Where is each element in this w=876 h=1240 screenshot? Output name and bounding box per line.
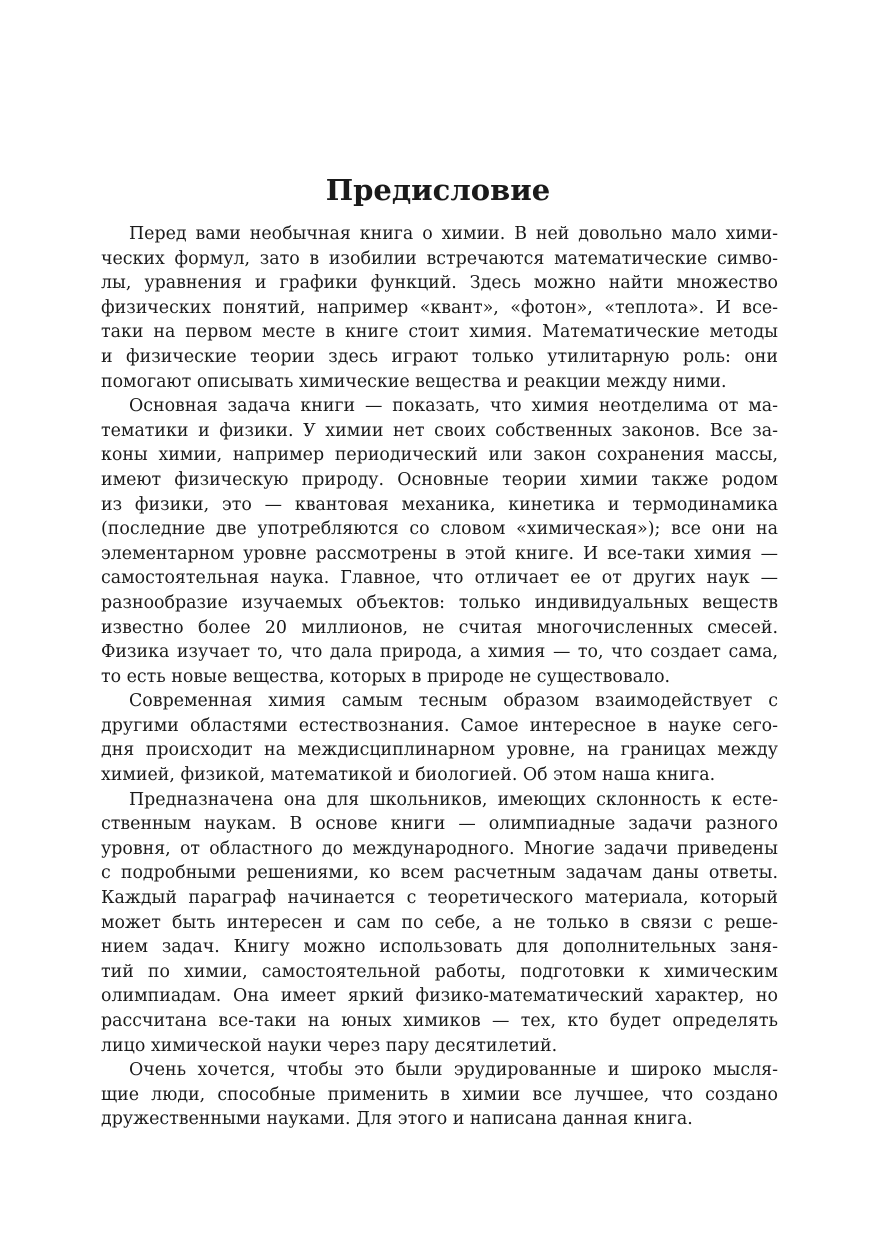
text-line: лы, уравнения и графики функций. Здесь можно найти множество <box>101 273 778 294</box>
text-line: с подробными решениями, ко всем расчетным задачам даны ответы. <box>101 863 778 884</box>
text-line: ственным наукам. В основе книги — олимпиадные задачи разного <box>101 814 778 835</box>
paragraph <box>101 788 778 1059</box>
text-line: Каждый параграф начинается с теоретического материала, который <box>101 888 778 909</box>
text-line: Перед вами необычная книга о химии. В ней довольно мало хими- <box>129 224 778 244</box>
text-line: другими областями естествознания. Самое интересное в науке сего- <box>101 715 778 736</box>
text-line: элементарном уровне рассмотрены в этой книге. И все-таки химия — <box>101 543 778 564</box>
text-line: физических понятий, например «квант», «фотон», «теплота». И все- <box>101 297 778 318</box>
text-line: Физика изучает то, что дала природа, а химия — то, что создает сама, <box>101 642 778 663</box>
text-line: и физические теории здесь играют только утилитарную роль: они <box>101 346 778 367</box>
text-line: рассчитана все-таки на юных химиков — тех, кто будет определять <box>101 1011 778 1031</box>
text-line: помогают описывать химические вещества и реакции между ними. <box>101 371 727 392</box>
text-line: дружественными науками. Для этого и написана данная книга. <box>101 1109 693 1130</box>
text-line: щие люди, способные применить в химии все лучшее, что создано <box>101 1084 778 1105</box>
text-line: разнообразие изучаемых объектов: только индивидуальных веществ <box>101 592 778 613</box>
text-line: самостоятельная наука. Главное, что отличает ее от других наук — <box>101 568 778 589</box>
paragraph <box>101 1058 778 1132</box>
page-title: Предисловие <box>325 173 551 207</box>
text-line: известно более 20 миллионов, не считая многочисленных смесей. <box>101 617 778 638</box>
text-line: дня происходит на междисциплинарном уровне, на границах между <box>101 740 778 761</box>
text-line: из физики, это — квантовая механика, кинетика и термодинамика <box>101 494 778 515</box>
text-line: то есть новые вещества, которых в природе не существовало. <box>101 666 671 687</box>
text-line: (последние две употребляются со словом «химическая»); все они на <box>101 519 778 540</box>
text-line: лицо химической науки через пару десятилетий. <box>101 1035 558 1056</box>
text-line: таки на первом месте в книге стоит химия. Математические методы <box>101 322 778 343</box>
text-line: тий по химии, самостоятельной работы, подготовки к химическим <box>101 961 778 982</box>
paragraph <box>101 394 778 689</box>
text-line: Очень хочется, чтобы это были эрудированные и широко мысля- <box>129 1060 778 1081</box>
text-line: ческих формул, зато в изобилии встречаются математические симво- <box>101 248 778 269</box>
text-line: нием задач. Книгу можно использовать для дополнительных заня- <box>101 937 778 958</box>
text-line: уровня, от областного до международного. Многие задачи приведены <box>101 838 778 859</box>
preface-body <box>101 222 778 1132</box>
text-line: Предназначена она для школьников, имеющих склонность к есте- <box>129 789 778 810</box>
text-line: Современная химия самым тесным образом взаимодействует с <box>129 691 778 712</box>
text-line: химией, физикой, математикой и биологией. Об этом наша книга. <box>101 765 716 786</box>
paragraph <box>101 222 778 394</box>
text-line: Основная задача книги — показать, что химия неотделима от ма- <box>129 396 778 417</box>
text-line: имеют физическую природу. Основные теории химии также родом <box>101 469 778 490</box>
text-line: коны химии, например периодический или закон сохранения массы, <box>101 445 778 466</box>
text-line: олимпиадам. Она имеет яркий физико-математический характер, но <box>101 986 778 1007</box>
paragraph <box>101 689 778 787</box>
text-line: тематики и физики. У химии нет своих собственных законов. Все за- <box>101 420 778 441</box>
text-line: может быть интересен и сам по себе, а не только в связи с реше- <box>101 912 778 933</box>
